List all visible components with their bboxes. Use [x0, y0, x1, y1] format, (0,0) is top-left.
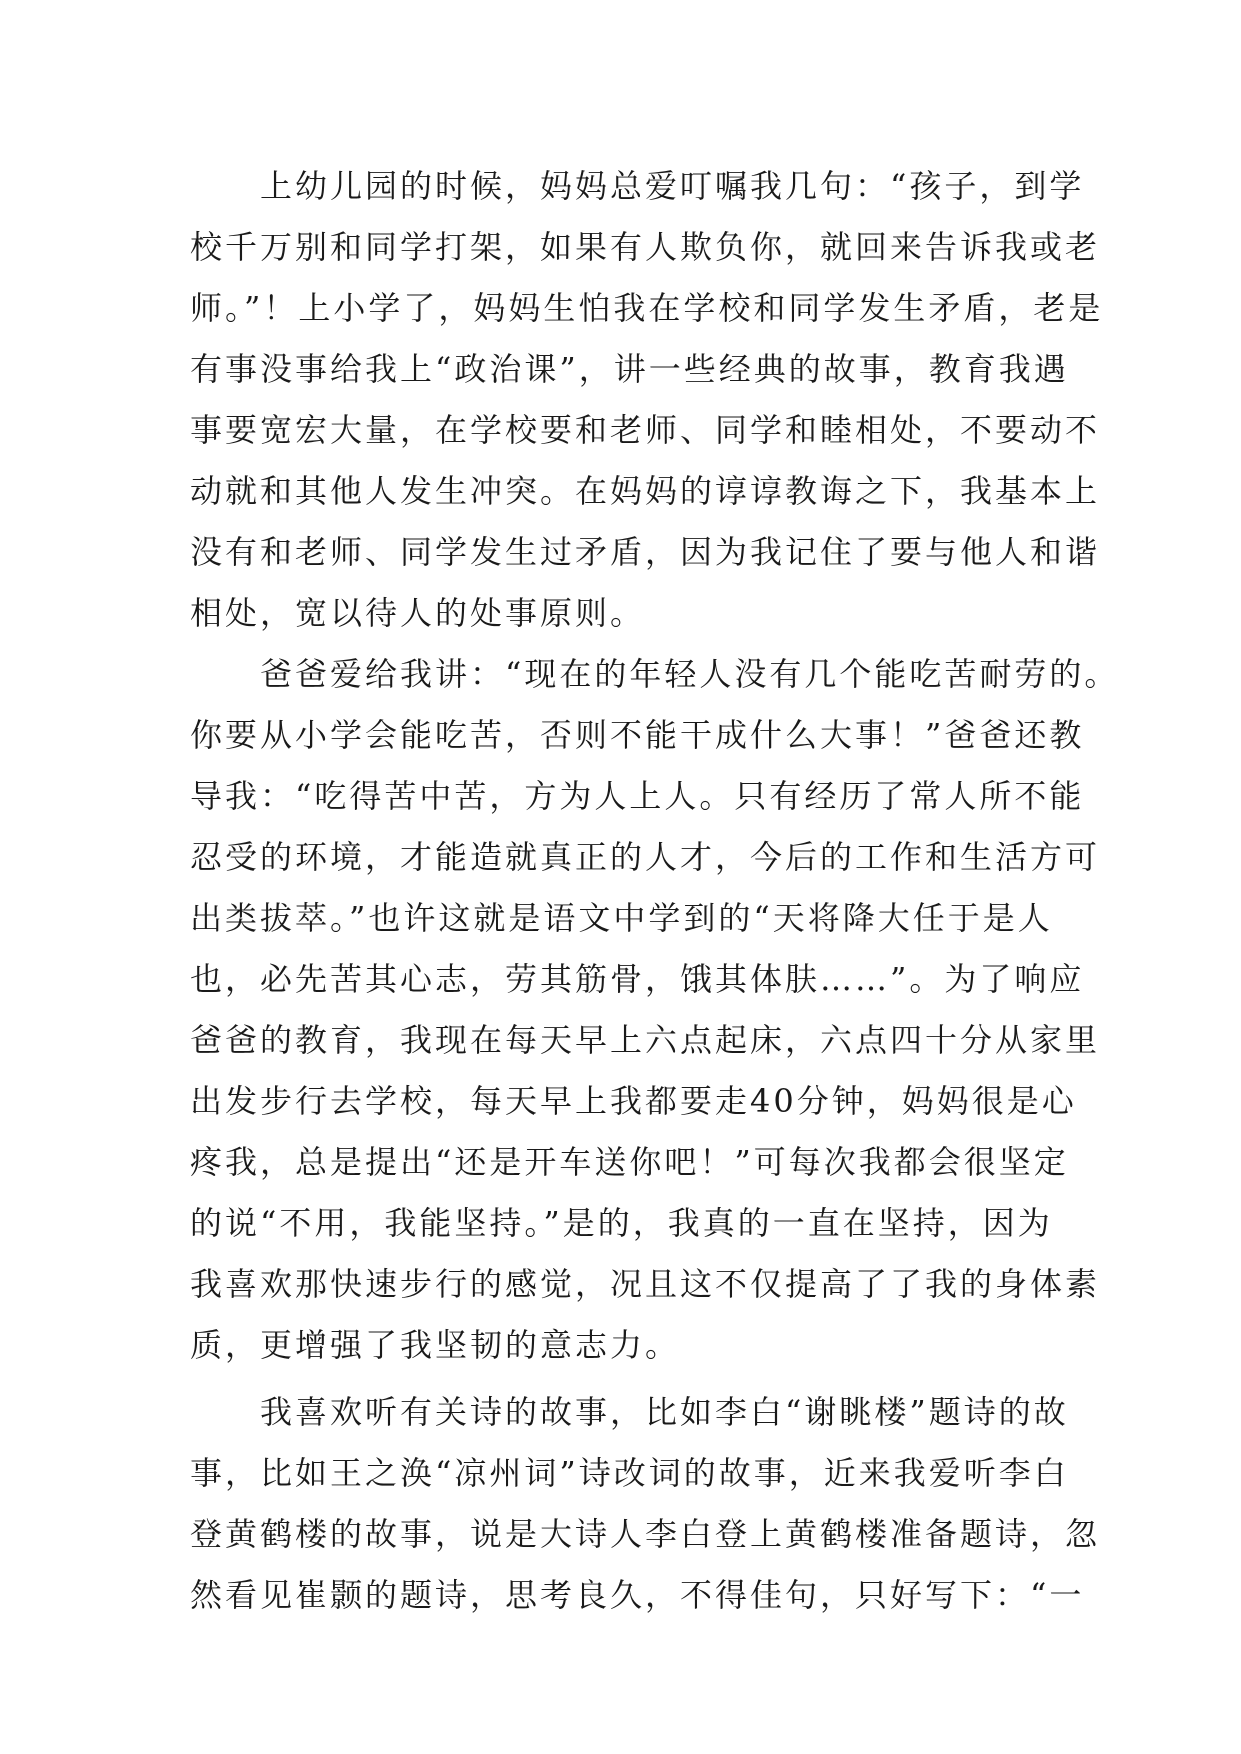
text-line: 爸爸的教育，我现在每天早上六点起床，六点四十分从家里 [190, 1021, 1101, 1059]
text-line: 质，更增强了我坚韧的意志力。 [190, 1326, 681, 1364]
text-line: 相处，宽以待人的处事原则。 [190, 594, 646, 632]
text-line: 登黄鹤楼的故事，说是大诗人李白登上黄鹤楼准备题诗，忽 [190, 1515, 1101, 1553]
paragraph [190, 1382, 1101, 1626]
text-line: 你要从小学会能吃苦，否则不能干成什么大事！”爸爸还教 [190, 716, 1085, 754]
text-line: 忍受的环境，才能造就真正的人才，今后的工作和生活方可 [190, 838, 1101, 876]
text-line: 也，必先苦其心志，劳其筋骨，饿其体肤……”。为了响应 [190, 960, 1085, 998]
text-line: 我喜欢听有关诗的故事，比如李白“谢眺楼”题诗的故 [190, 1393, 1069, 1431]
text-line: 出发步行去学校，每天早上我都要走40分钟，妈妈很是心 [190, 1082, 1077, 1120]
text-line: 疼我，总是提出“还是开车送你吧！”可每次我都会很坚定 [190, 1143, 1069, 1181]
text-line: 然看见崔颢的题诗，思考良久，不得佳句，只好写下：“一 [190, 1576, 1085, 1614]
text-line: 师。”！上小学了，妈妈生怕我在学校和同学发生矛盾，老是 [190, 289, 1104, 327]
text-line: 上幼儿园的时候，妈妈总爱叮嘱我几句：“孩子，到学 [190, 167, 1085, 205]
text-line: 事，比如王之涣“凉州词”诗改词的故事，近来我爱听李白 [190, 1454, 1069, 1492]
text-line: 没有和老师、同学发生过矛盾，因为我记住了要与他人和谐 [190, 533, 1101, 571]
text-line: 出类拔萃。”也许这就是语文中学到的“天将降大任于是人 [190, 899, 1053, 937]
text-line: 事要宽宏大量，在学校要和老师、同学和睦相处，不要动不 [190, 411, 1101, 449]
text-line: 导我：“吃得苦中苦，方为人上人。只有经历了常人所不能 [190, 777, 1085, 815]
text-line: 我喜欢那快速步行的感觉，况且这不仅提高了了我的身体素 [190, 1265, 1101, 1303]
text-line: 爸爸爱给我讲：“现在的年轻人没有几个能吃苦耐劳的。 [190, 655, 1120, 693]
text-line: 的说“不用，我能坚持。”是的，我真的一直在坚持，因为 [190, 1204, 1053, 1242]
document-body [190, 156, 1120, 1626]
paragraph [190, 644, 1120, 1376]
paragraph [190, 156, 1104, 644]
text-line: 校千万别和同学打架，如果有人欺负你，就回来告诉我或老 [190, 228, 1101, 266]
text-line: 有事没事给我上“政治课”，讲一些经典的故事，教育我遇 [190, 350, 1069, 388]
text-line: 动就和其他人发生冲突。在妈妈的谆谆教诲之下，我基本上 [190, 472, 1101, 510]
